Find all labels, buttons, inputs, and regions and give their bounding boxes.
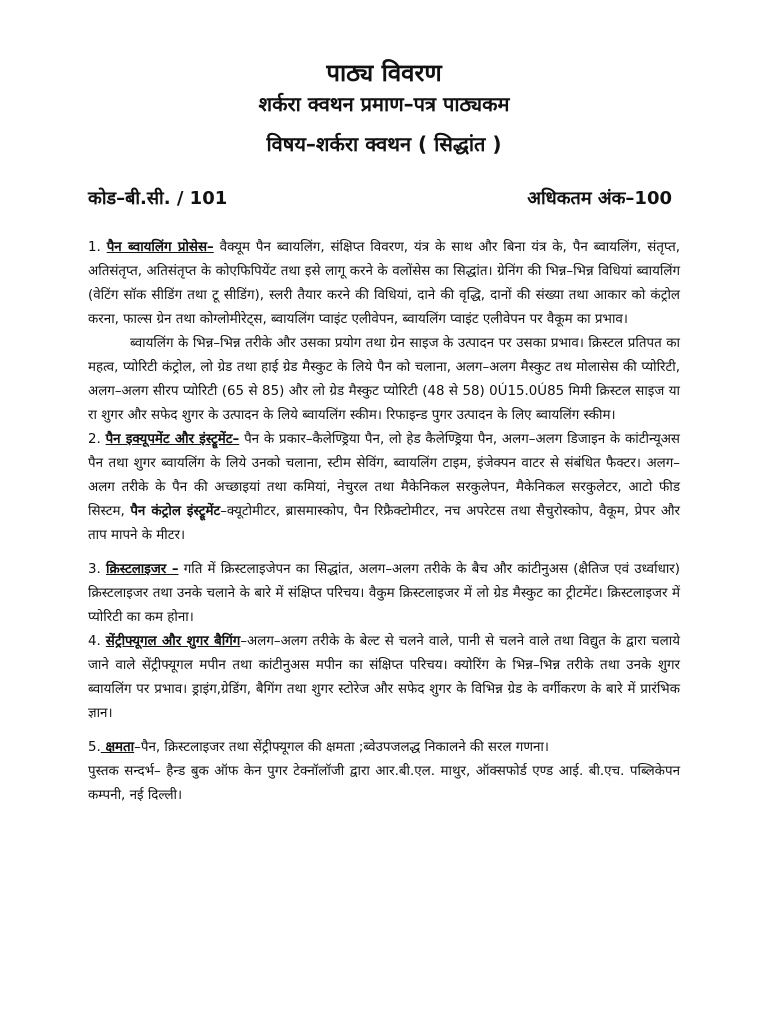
section-heading: पैन इक्यूपमेंट और इंस्ट्रूमेंट– (105, 432, 240, 447)
subject-title: विषय–शर्करा क्वथन ( सिद्धांत ) (266, 132, 502, 156)
section-number: 2. (88, 432, 106, 447)
section-number: 5. (88, 740, 101, 755)
section-text: गति में क्रिस्टलाइजेपन का सिद्धांत, अलग–अलग तरीके के बैच और कांटीनुअस (क्षैतिज एवं उर्ध्वाधार) क्रिस्टलाइजर तथा उनके चलाने के बारे में संक्षिप्त परिचय। वैकुम क्रिस्टलाइजर में लो ग्रेड मैस्कुट का ट्रीटमेंट। क्रिस्टलाइजर में प्योरिटी का कम होना। (88, 562, 680, 625)
course-code: कोड–बी.सी. / 101 (88, 188, 228, 209)
syllabus-body (88, 236, 680, 808)
section-text: वैक्यूम पैन ब्वायलिंग, संक्षिप्त विवरण, यंत्र के साथ और बिना यंत्र के, पैन ब्वायलिंग, संतृप्त, अतिसंतृप्त, अतिसंतृप्त के कोएफिपियेंट तथा इसे लागू करने के वलोंसेस का सिद्धांत। ग्रेनिंग की भिन्न–भिन्न विधियां ब्वायलिंग (वेटिंग सॉक सीडिंग तथा टू सीडिंग), स्लरी तैयार करने की विधियां, दाने की वृद्धि, दानों की संख्या तथा आकार को कंट्रोल करना, फाल्स ग्रेन तथा कोग्लोमीरेट्स, ब्वायलिंग प्वाइंट एलीवेपन, ब्वायलिंग प्वाइंट एलीवेपन पर वैकूम का प्रभाव। (88, 240, 680, 327)
book-reference: पुस्तक सन्दर्भ– हैन्ड बुक ऑफ केन पुगर टेक्नॉलॉजी द्वारा आर.बी.एल. माथुर, ऑक्सफोर्ड एण्ड आई. बी.एच. पब्लिकेपन कम्पनी, नई दिल्ली। (88, 764, 680, 803)
section-heading: सेंट्रीफ्यूगल और शुगर बैगिंग (105, 634, 241, 649)
max-marks: अधिकतम अंक–100 (527, 188, 672, 209)
section-heading: क्रिस्टलाइजर – (105, 562, 179, 577)
section-number: 3. (88, 562, 106, 577)
document-title: पाठ्य विवरण (326, 59, 442, 87)
section-1 (88, 236, 680, 332)
inline-bold-term: पैन कंट्रोल इंस्ट्रूमेंट (130, 504, 221, 519)
section-number: 4. (88, 634, 106, 649)
section-text: –अलग–अलग तरीके के बेल्ट से चलने वाले, पानी से चलने वाले तथा विद्युत के द्वारा चलाये जाने वाले सेंट्रीफ्यूगल मपीन तथा कांटीनुअस मपीन का संक्षिप्त परिचय। क्योरिंग के भिन्न–भिन्न तरीके तथा उनके शुगर ब्वायलिंग पर प्रभाव। ड्राइंग,ग्रेडिंग, बैगिंग तथा शुगर स्टोरेज और सफेद शुगर के विभिन्न ग्रेड के वर्गीकरण के बारे में प्रारंभिक ज्ञान। (88, 634, 680, 721)
section-1-paragraph-2: ब्वायलिंग के भिन्न–भिन्न तरीके और उसका प्रयोग तथा ग्रेन साइज के उत्पादन पर उसका प्रभाव। क्रिस्टल प्रतिपत का महत्व, प्योरिटी कंट्रोल, लो ग्रेड तथा हाई ग्रेड मैस्कुट के लिये पैन को चलाना, अलग–अलग मैस्कुट तथ मोलासेस की प्योरिटी, अलग–अलग सीरप प्योरिटी (65 से 85) और लो ग्रेड मैस्कुट प्योरिटी (48 से 58) 0Ú15.0Ú85 मिमी क्रिस्टल साइज या रा शुगर और सफेद शुगर के उत्पादन के लिये ब्वायलिंग स्कीम। रिफाइन्ड पुगर उत्पादन के लिए ब्वायलिंग स्कीम। (88, 336, 680, 423)
section-2 (88, 428, 680, 548)
section-text: –पैन, क्रिस्टलाइजर तथा सेंट्रीफ्यूगल की क्षमता ;ब्वेउपजलद्ध निकालने की सरल गणना। (134, 740, 549, 755)
course-title: शर्करा क्वथन प्रमाण–पत्र पाठ्यकम (258, 92, 510, 116)
section-text: –क्यूटोमीटर, ब्रासमास्कोप, पैन रिफ्रैक्टोमीटर, नच अपरेटस तथा सैचुरोस्कोप, वैकूम, प्रेपर और ताप मापने के मीटर। (88, 504, 680, 543)
section-4 (88, 630, 680, 726)
section-heading: क्षमता (100, 740, 135, 755)
section-3 (88, 558, 680, 630)
section-5 (88, 736, 680, 760)
section-heading: पैन ब्वायलिंग प्रोसेस– (106, 240, 214, 255)
section-text: पैन के प्रकार–कैलेण्ड्रिया पैन, लो हेड कैलेण्ड्रिया पैन, अलग–अलग डिजाइन के कांटीन्यूअस पैन तथा शुगर ब्वायलिंग के लिये उनको चलाना, स्टीम सेविंग, ब्वायलिंग टाइम, इंजेक्पन वाटर से संबंधित फैक्टर। अलग–अलग तरीके के पैन की अच्छाइयां तथा कमियां, नेचुरल तथा मैकेनिकल सरकुलेपन, मैकेनिकल सरकुलेटर, आटो फीड सिस्टम, (88, 432, 680, 519)
section-number: 1. (88, 240, 107, 255)
